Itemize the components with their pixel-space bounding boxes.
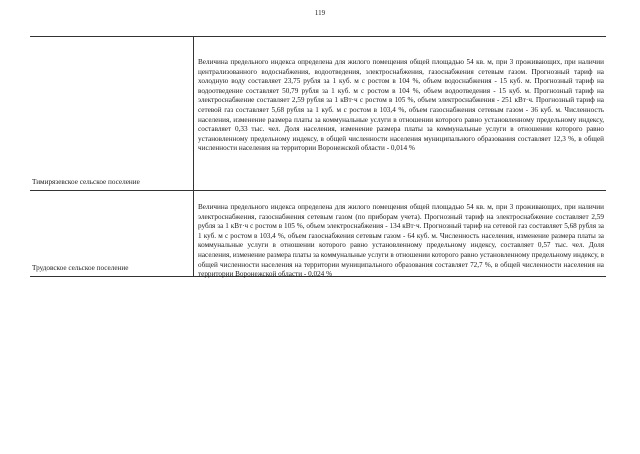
table-top-border bbox=[30, 36, 606, 37]
description-timiryazevskoe: Величина предельного индекса определена для жилого помещения общей площадью 54 кв. м, при 3 проживающих, при наличии централизованного водоснабжения, водоотведения, электроснабжения, газоснабжения сетевым газом. Прогнозный тариф на холодную воду составляет 23,75 рубля за 1 куб. м с ростом в 104 %, объем водоснабжения - 15 куб. м. Прогнозный тариф на водоотведение составляет 50,79 рубля за 1 куб. м с ростом в 104 %, объем водоотведения - 15 куб. м. Прогнозный тариф на электроснабжение составляет 2,59 рубля за 1 кВт·ч с ростом в 105 %, объем электроснабжения - 251 кВт·ч. Прогнозный тариф на сетевой газ составляет 5,68 рубля за 1 куб. м с ростом в 103,4 %, объем газоснабжения сетевым газом - 36 куб. м. Численность населения, изменение размера платы за коммунальные услуги в отношении которого равно установленному предельному индексу, составляет 0,33 тыс. чел. Доля населения, изменение размера платы за коммунальные услуги в отношении которого равно установленному предельному индексу, в общей численности населения муниципального образования составляет 12,3 %, в общей численности населения на территории Воронежской области - 0,014 % bbox=[198, 58, 604, 153]
row-divider bbox=[30, 190, 606, 191]
page-number: 119 bbox=[314, 9, 326, 17]
settlement-name-timiryazevskoe: Тимирязевское сельское поселение bbox=[32, 178, 140, 186]
settlement-name-trudovskoe: Трудовское сельское поселение bbox=[32, 264, 129, 272]
column-divider bbox=[193, 36, 194, 276]
description-trudovskoe: Величина предельного индекса определена для жилого помещения общей площадью 54 кв. м, при 3 проживающих, при наличии электроснабжения, газоснабжения сетевым газом (по приборам учета). Прогнозный тариф на электроснабжение составляет 2,59 рубля за 1 кВт·ч с ростом в 105 %, объем электроснабжения - 134 кВт·ч. Прогнозный тариф на сетевой газ составляет 5,68 рубля за 1 куб. м с ростом в 103,4 %, объем газоснабжения сетевым газом - 64 куб. м. Численность населения, изменение размера платы за коммунальные услуги в отношении которого равно установленному предельному индексу, составляет 0,57 тыс. чел. Доля населения, изменение размера платы за коммунальные услуги в отношении которого равно установленному предельному индексу, в общей численности населения на территории муниципального образования составляет 72,7 %, в общей численности населения на территории Воронежской области - 0,024 % bbox=[198, 203, 604, 279]
index-table bbox=[30, 36, 606, 279]
